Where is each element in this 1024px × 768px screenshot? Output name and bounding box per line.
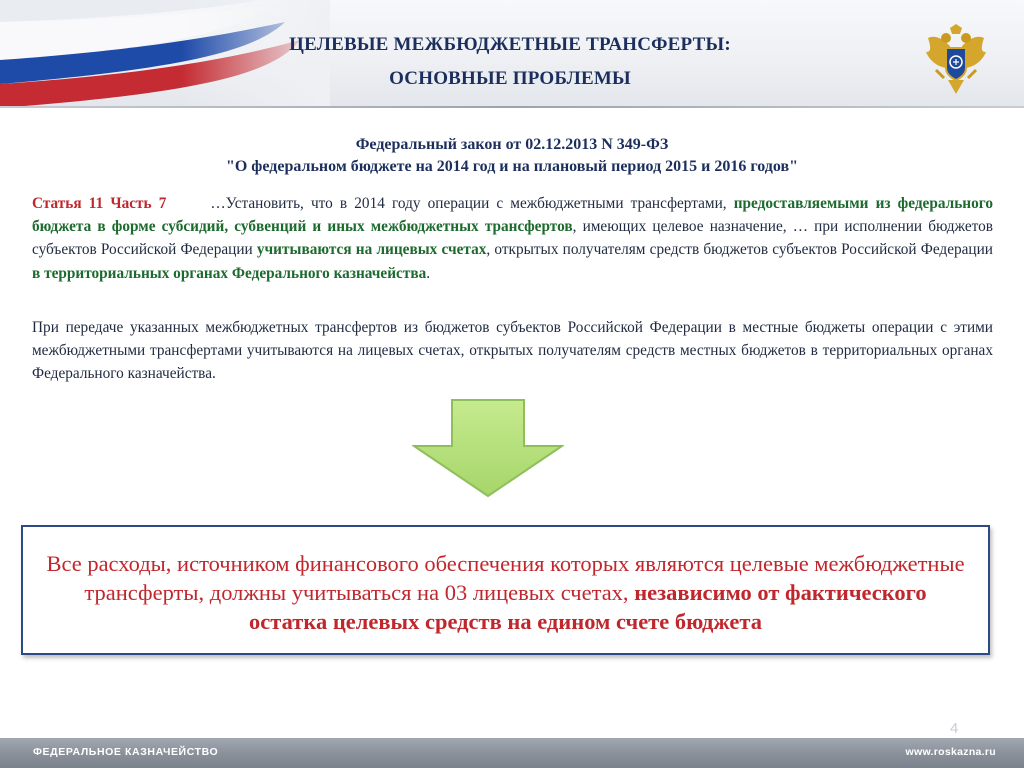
article-highlight-3: в территориальных органах Федерального казначейства <box>32 264 427 282</box>
article-text-part-7: . <box>426 264 431 282</box>
law-title: Федеральный закон от 02.12.2013 N 349-ФЗ <box>355 136 669 153</box>
header-divider <box>0 106 1024 108</box>
conclusion-text-bold: независимо от фактического остатка целевых средств на едином счете бюджета <box>249 580 927 634</box>
page-title-line-2: ОСНОВНЫЕ ПРОБЛЕМЫ <box>389 68 631 89</box>
page-number: 4 <box>950 720 959 737</box>
article-highlight-2: учитываются на лицевых счетах <box>256 241 487 259</box>
slide-footer <box>0 738 1024 768</box>
article-text-part-3: , имеющих целевое назначение, … при исполнении бюджетов субъектов Российской Федерации <box>32 218 993 259</box>
conclusion-text <box>43 549 968 636</box>
double-headed-eagle-emblem-icon <box>922 24 990 96</box>
article-paragraph <box>32 192 993 285</box>
article-text-part-5: , открытых получателям средств бюджетов субъектов Российской Федерации <box>486 241 993 259</box>
article-highlight-1: предоставляемыми из федерального бюджета в форме субсидий, субвенций и иных межбюджетных трансфертов <box>32 195 993 236</box>
footer-website-link[interactable]: www.roskazna.ru <box>905 746 996 758</box>
page-title <box>230 28 790 96</box>
article-reference: Статья 11 Часть 7 <box>32 195 167 212</box>
footer-organization: ФЕДЕРАЛЬНОЕ КАЗНАЧЕЙСТВО <box>33 746 219 758</box>
law-caption <box>100 134 924 178</box>
conclusion-box <box>21 525 990 655</box>
article-text-part-1: …Установить, что в 2014 году операции с межбюджетными трансфертами, <box>210 195 734 212</box>
law-subtitle: "О федеральном бюджете на 2014 год и на плановый период 2015 и 2016 годов" <box>225 158 799 175</box>
page-title-line-1: ЦЕЛЕВЫЕ МЕЖБЮДЖЕТНЫЕ ТРАНСФЕРТЫ: <box>289 34 731 55</box>
local-budgets-paragraph: При передаче указанных межбюджетных трансфертов из бюджетов субъектов Российской Федерации в местные бюджеты операции с этими межбюджетными трансфертами учитываются на лицевых счетах, открытых получателям средств местных бюджетов в территориальных органах Федерального казначейства. <box>32 319 993 383</box>
conclusion-text-normal: Все расходы, источником финансового обеспечения которых являются целевые межбюджетные трансферты, должны учитываться на 03 лицевых счетах, <box>46 551 965 605</box>
slide-header <box>0 0 1024 108</box>
down-arrow-icon <box>412 398 564 498</box>
